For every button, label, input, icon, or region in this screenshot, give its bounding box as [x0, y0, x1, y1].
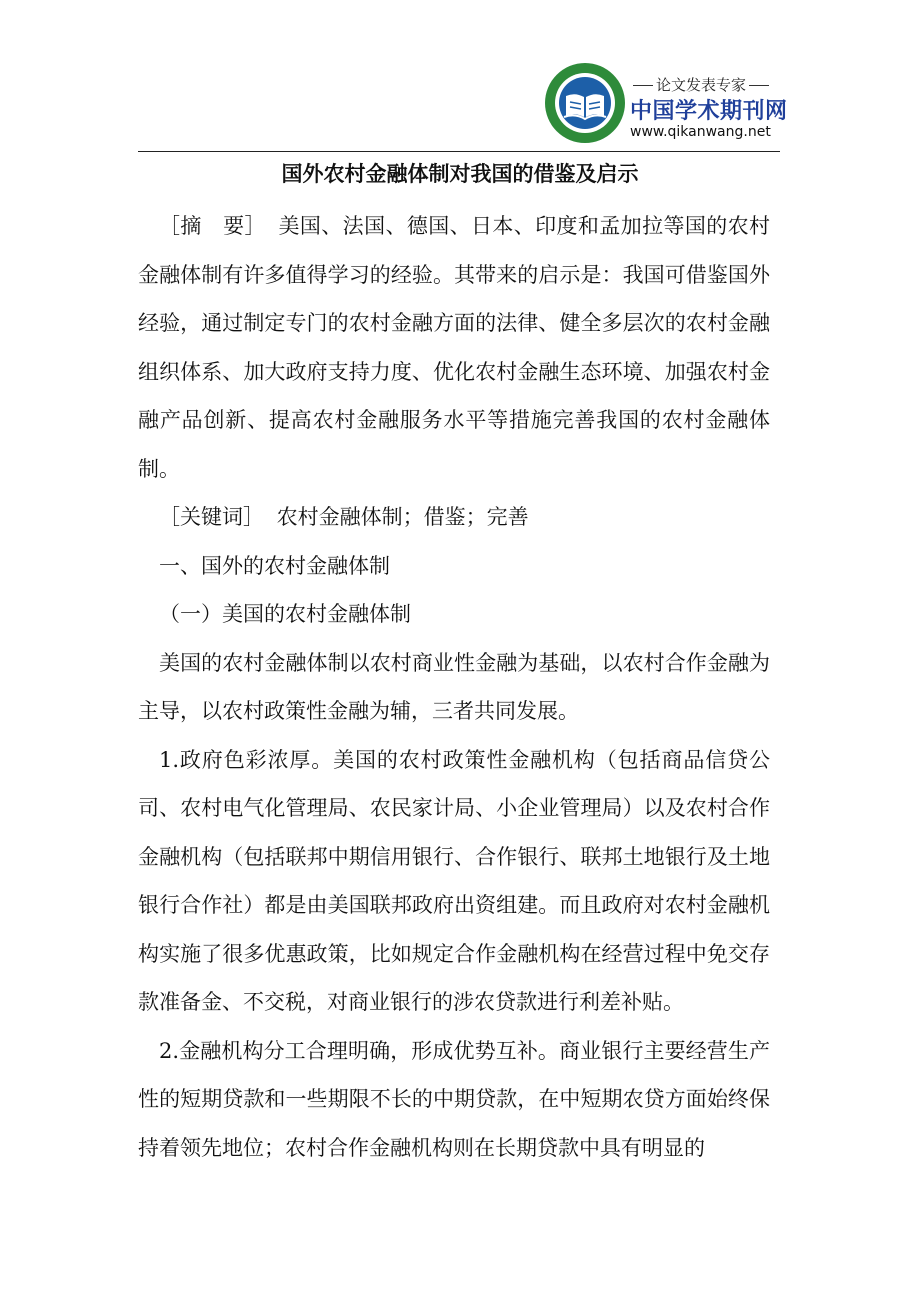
body-paragraph: 1.政府色彩浓厚。美国的农村政策性金融机构（包括商品信贷公司、农村电气化管理局、农民家计局、小企业管理局）以及农村合作金融机构（包括联邦中期信用银行、合作银行、联邦土地银行及土地银行合作社）都是由美国联邦政府出资组建。而且政府对农村金融机构实施了很多优惠政策，比如规定合作金融机构在经营过程中免交存款准备金、不交税，对商业银行的涉农贷款进行利差补贴。 [138, 747, 770, 1014]
abstract-label: ［摘 要］ [159, 214, 266, 238]
logo-site-name: 中国学术期刊网 [630, 99, 788, 124]
keywords-text: 农村金融体制；借鉴；完善 [276, 505, 529, 529]
logo-url[interactable]: www.qikanwang.net [630, 124, 771, 140]
logo-tagline: 论文发表专家 [630, 74, 772, 95]
keywords-label: ［关键词］ [159, 505, 264, 529]
abstract-paragraph [138, 202, 770, 493]
document-body [138, 202, 770, 1172]
header-divider [138, 151, 780, 152]
body-paragraph: 2.金融机构分工合理明确，形成优势互补。商业银行主要经营生产性的短期贷款和一些期限不长的中期贷款，在中短期农贷方面始终保持着领先地位；农村合作金融机构则在长期贷款中具有明显的 [138, 1038, 770, 1160]
abstract-text: 美国、法国、德国、日本、印度和孟加拉等国的农村金融体制有许多值得学习的经验。其带来的启示是：我国可借鉴国外经验，通过制定专门的农村金融方面的法律、健全多层次的农村金融组织体系、加大政府支持力度、优化农村金融生态环境、加强农村金融产品创新、提高农村金融服务水平等措施完善我国的农村金融体制。 [138, 214, 771, 481]
section-heading: 一、国外的农村金融体制 [159, 553, 390, 578]
body-paragraph: 美国的农村金融体制以农村商业性金融为基础，以农村合作金融为主导，以农村政策性金融为辅，三者共同发展。 [138, 650, 770, 723]
page-title: 国外农村金融体制对我国的借鉴及启示 [281, 162, 639, 186]
subsection-heading: （一）美国的农村金融体制 [159, 602, 411, 626]
page-header [0, 0, 920, 152]
journal-seal-logo [544, 62, 626, 144]
keywords-paragraph [138, 493, 770, 542]
